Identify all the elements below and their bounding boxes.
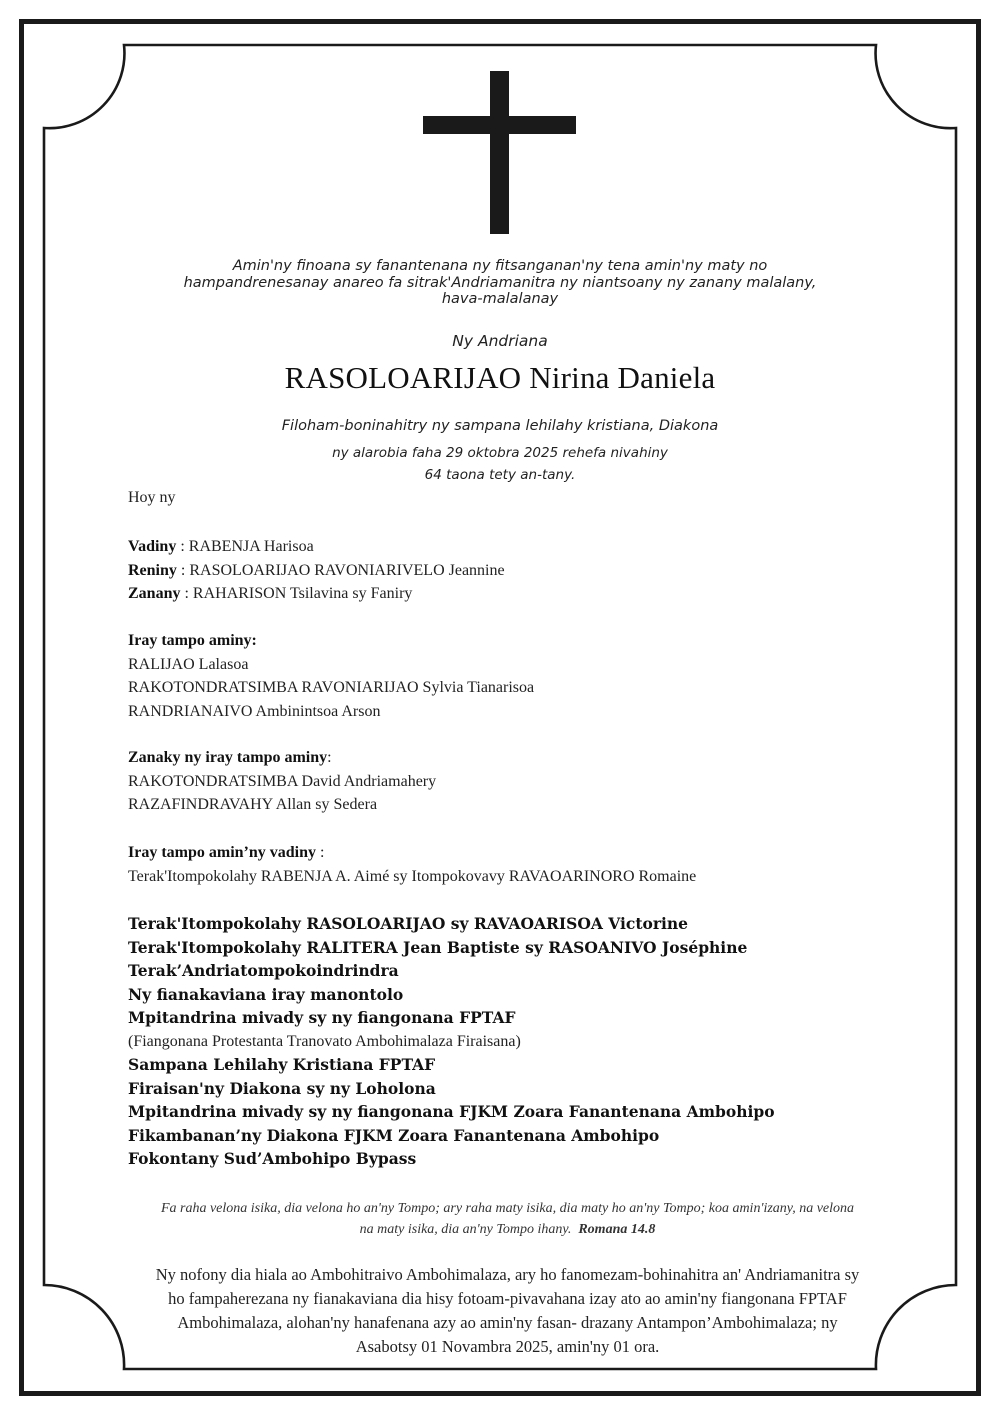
siblings-label: Iray tampo aminy: xyxy=(128,632,257,649)
family-label: Reniny xyxy=(128,561,177,579)
bible-verse xyxy=(140,1198,875,1240)
nephews-block xyxy=(128,746,888,817)
funeral-details xyxy=(130,1263,885,1359)
organization-line: Firaisan'ny Diakona sy ny Loholona xyxy=(128,1078,436,1098)
deceased-name: RASOLOARIJAO Nirina Daniela xyxy=(284,360,716,395)
funeral-line: Ny nofony dia hiala ao Ambohitraivo Ambohimalaza, ary ho fanomezam-bohinahitra an' Andriamanitra sy xyxy=(155,1265,860,1284)
funeral-line: Ambohimalaza, alohan'ny hanafenana azy ao amin'ny fasan- drazany Antampon’Ambohimalaza; ny xyxy=(177,1313,838,1332)
intro-line: hampandrenesanay anareo fa sitrak'Andriamanitra ny niantsoany ny zanany malalany, xyxy=(183,274,817,291)
nephews-heading xyxy=(128,746,888,770)
sibling-name: RALIJAO Lalasoa xyxy=(128,655,249,673)
close-family-block xyxy=(128,535,888,606)
honorific: Ny Andriana xyxy=(452,332,548,350)
separator: : xyxy=(176,538,189,555)
sibling-name: RAKOTONDRATSIMBA RAVONIARIJAO Sylvia Tianarisoa xyxy=(128,679,535,696)
nephews-label: Zanaky ny iray tampo aminy xyxy=(128,749,328,766)
family-value: RASOLOARIJAO RAVONIARIVELO Jeannine xyxy=(189,561,505,579)
separator: : xyxy=(176,561,190,579)
verse-reference: Romana 14.8 xyxy=(578,1222,656,1237)
family-label: Vadiny xyxy=(128,538,177,555)
verse-line: na maty isika, dia an'ny Tompo ihany. xyxy=(359,1222,572,1237)
organization-line: Ny fianakaviana iray manontolo xyxy=(128,984,404,1004)
organization-line: Fikambanan’ny Diakona FJKM Zoara Fanantenana Ambohipo xyxy=(128,1125,660,1145)
funeral-line: Asabotsy 01 Novambra 2025, amin'ny 01 ora. xyxy=(355,1337,660,1356)
organization-line: Terak'Itompokolahy RALITERA Jean Baptiste sy RASOANIVO Joséphine xyxy=(128,937,748,957)
nephew-name: RAKOTONDRATSIMBA David Andriamahery xyxy=(128,772,437,790)
family-value: RAHARISON Tsilavina sy Faniry xyxy=(192,585,413,602)
description-date: ny alarobia faha 29 oktobra 2025 rehefa nivahiny xyxy=(332,445,668,461)
inlaws-block xyxy=(128,841,888,888)
separator: : xyxy=(316,844,325,861)
family-value: RABENJA Harisoa xyxy=(188,538,314,555)
nephew-name: RAZAFINDRAVAHY Allan sy Sedera xyxy=(128,796,378,813)
organization-line: Mpitandrina mivady sy ny fiangonana FPTAF xyxy=(128,1008,516,1027)
family-heading-block xyxy=(128,486,888,510)
family-entry xyxy=(128,582,888,606)
description-age: 64 taona tety an-tany. xyxy=(424,467,576,483)
separator: : xyxy=(327,749,332,766)
family-label: Zanany xyxy=(128,585,181,602)
intro-paragraph xyxy=(120,258,880,308)
separator: : xyxy=(180,585,193,602)
intro-line: hava-malalanay xyxy=(441,291,559,307)
organization-line: Fokontany Sud’Ambohipo Bypass xyxy=(128,1149,417,1168)
siblings-block xyxy=(128,629,888,723)
organization-line: Terak'Itompokolahy RASOLOARIJAO sy RAVAOARISOA Victorine xyxy=(128,914,689,933)
organization-line: Terak’Andriatompokoindrindra xyxy=(128,961,399,980)
sibling-name: RANDRIANAIVO Ambinintsoa Arson xyxy=(128,702,381,720)
family-entry xyxy=(128,559,888,583)
family-entry xyxy=(128,535,888,559)
intro-line: Amin'ny finoana sy fanantenana ny fitsanganan'ny tena amin'ny maty no xyxy=(232,258,768,274)
description-title: Filoham-boninahitry ny sampana lehilahy kristiana, Diakona xyxy=(281,418,719,434)
inlaw-entry: Terak'Itompokolahy RABENJA A. Aimé sy Itompokovavy RAVAOARINORO Romaine xyxy=(128,867,697,885)
verse-line-with-reference xyxy=(140,1219,875,1240)
organizations-block xyxy=(128,912,888,1171)
organization-line: Mpitandrina mivady sy ny fiangonana FJKM Zoara Fanantenana Ambohipo xyxy=(128,1102,775,1121)
verse-line: Fa raha velona isika, dia velona ho an'ny Tompo; ary raha maty isika, dia maty ho an'ny Tompo; koa amin'izany, na velona xyxy=(160,1201,855,1216)
inlaws-label: Iray tampo amin’ny vadiny xyxy=(128,844,317,861)
funeral-line: ho fampaherezana ny fianakaviana dia hisy fotoam-pivavahana izay ato ao amin'ny fiangonana FPTAF xyxy=(168,1289,847,1308)
inlaws-heading xyxy=(128,841,888,865)
organization-parenthetical: (Fiangonana Protestanta Tranovato Ambohimalaza Firaisana) xyxy=(128,1032,521,1050)
organization-line: Sampana Lehilahy Kristiana FPTAF xyxy=(128,1055,436,1074)
family-heading: Hoy ny xyxy=(128,489,176,506)
